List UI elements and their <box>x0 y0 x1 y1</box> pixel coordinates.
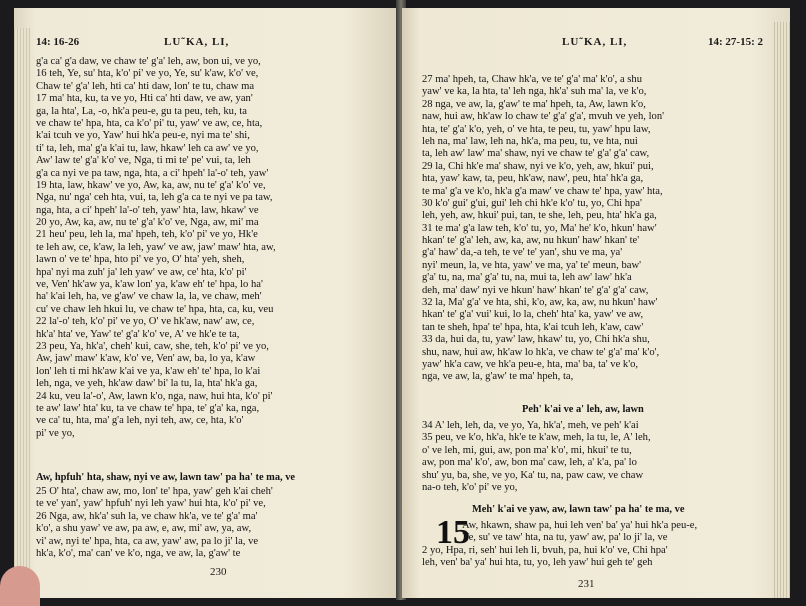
text-line: ve chaw te' hpa, hta, ca k'o' pi' tu, yaw' ve aw, ce, hta, <box>36 117 263 129</box>
text-line: shu' yu, ba, she, ve yo, Ka' tu, na, paw caw, ve chaw <box>422 469 644 481</box>
right-text-block-2 <box>422 420 651 494</box>
text-line: Aw, hkawn, shaw pa, hui leh ven' ba' ya' hui hk'a peu-e, <box>462 520 698 531</box>
text-line: 30 k'o' gui' g'ui, gui' leh chi hk'e k'o' tu, yo, Chi hpa' <box>422 197 642 209</box>
text-line: lawn o' ve te' hpa, hto pi' ve yo, O' hta' yeh, sheh, <box>36 254 245 266</box>
left-text-block-2 <box>36 486 273 560</box>
text-line: te leh aw, ce, k'aw, la leh, yaw' ve aw, jaw' maw' hta, aw, <box>36 241 276 253</box>
text-line: g'a ca' g'a daw, ve chaw te' g'a' leh, aw, bon ui, ve yo, <box>36 56 261 67</box>
left-page <box>14 8 400 598</box>
text-line: 2 yo, Hpa, ri, seh' hui leh li, bvuh, pa, hui k'o' ve, Chi hpa' <box>422 544 668 556</box>
text-line: te aw' law' hta' ku, ta ve chaw te' hpa, te' g'a' ka, nga, <box>36 402 260 414</box>
text-line: ha' k'ai leh, ha, ve g'aw' ve chaw la, la, ve chaw, meh' <box>36 291 262 303</box>
right-text-block-3 <box>422 520 752 570</box>
text-line: ti' ta, leh, ma' g'a k'ai tu, law, hkaw' leh ca aw' ve yo, <box>36 142 259 154</box>
left-text-block <box>36 56 276 440</box>
text-line: hkan' te' g'a' vui' kui, lo la, cheh' hta' ka, yaw' ve aw, <box>422 309 644 321</box>
text-line: hk'a, k'o', ma' can' ve k'o, nga, ve aw, la, g'aw' te <box>36 547 241 559</box>
text-line: leh, nga, ve yeh, hk'aw daw' bi' la tu, la, hta' hk'a ga, <box>36 378 258 390</box>
text-line: lon' leh ti mi hk'aw k'ai ve ya, k'aw eh' te' hpa, lo k'ai <box>36 365 261 377</box>
text-line: te ma' g'a ve k'o, hk'a g'a maw' ve chaw te' hpa, yaw' hta, <box>422 185 663 197</box>
text-line: o' ve leh, mi, gui, aw, pon ma' k'o', mi, hkui' te tu, <box>422 444 632 456</box>
text-line: Aw, jaw' maw' k'aw, k'o' ve, Ven' aw, ba, lo ya, k'aw <box>36 353 256 365</box>
text-line: hkan' te' g'a' leh, aw, ka, aw, nu hkun' haw' hkan' te' <box>422 235 640 247</box>
text-line: vi' aw, nyi te' hpa, hta, ca aw, yaw' aw, pa lo ji' la, ve <box>36 535 259 547</box>
text-line: 28 nga, ve aw, la, g'aw' te ma' hpeh, ta, Aw, lawn k'o, <box>422 98 646 110</box>
text-line: 19 hta, law, hkaw' ve yo, Aw, ka, aw, nu te' g'a' k'o' ve, <box>36 179 266 191</box>
text-line: g'a' haw' da,-a teh, te ve' te' yan', shu ve ma, ya' <box>422 247 623 259</box>
text-line: 34 A' leh, leh, da, ve yo, Ya, hk'a', meh, ve peh' k'ai <box>422 420 639 431</box>
text-line: k'o', a shu yaw' ve aw, pa aw, e, aw, mi' aw, ya, aw, <box>36 523 252 535</box>
text-line: leh, yeh, aw, hkui' pui, tan, te she, leh, peu, hta' hk'a ga, <box>422 210 657 222</box>
text-line: ga, la hta', La, -o, hk'a peu-e, gu ta peu, teh, ku, ta <box>36 105 247 117</box>
text-line: naw, hui aw, hk'aw lo chaw te' g'a' g'a', mvuh ve yeh, lon' <box>422 111 665 123</box>
text-line: hk'a' hta' ve, Yaw' te' g'a' k'o' ve, A' ve hk'e te ta, <box>36 328 240 340</box>
text-line: Nga, nu' nga' ceh hta, vui, ta, leh g'a ca te nyi ve pa taw, <box>36 192 273 204</box>
text-line: yaw' ve ka, la hta, ta' leh nga, hk'a' suh ma' la, ve k'o, <box>422 86 647 98</box>
text-line: 29 la, Chi hk'e ma' shaw, nyi ve k'o, yeh, aw, hkui' pui, <box>422 160 654 172</box>
text-line: Aw' law te' g'a' k'o' ve, Nga, ti mi te' pe' vui, ta, leh <box>36 155 251 167</box>
left-running-title: LU˜KA, LI, <box>164 36 230 48</box>
text-line: pi' ve yo, <box>36 427 75 439</box>
text-line: hta, yaw' kaw, ta, peu, hk'aw, naw', peu, hta' hk'a ga, <box>422 173 644 185</box>
text-line: hpa' nyi ma zuh' ja' leh yaw' ve aw, ce' hta, k'o' pi' <box>36 266 247 278</box>
text-line: g'a ca nyi ve pa taw, nga, hta, a ci' hpeh' la'-o' teh, yaw' <box>36 167 269 179</box>
text-line: leh na, ma' law, leh na, hk'a, ma peu, tu, ve hta, nui <box>422 135 638 147</box>
right-text-block <box>422 74 664 384</box>
text-line: yaw' hk'a caw, ve hk'a peu-e, hta, ma' ba, ta' ve k'o, <box>422 358 639 370</box>
text-line: 21 heu' peu, leh la, ma' hpeh, teh, k'o' pi' ve yo, Hk'e <box>36 229 258 241</box>
text-line: k'ai tcuh ve yo, Yaw' hui hk'a peu-e, nyi ma te' shi, <box>36 130 250 142</box>
right-section-heading-2: Meh' k'ai ve yaw, aw, lawn taw' pa ha' te ma, ve <box>472 504 685 515</box>
text-line: 26 Nga, aw, hk'a' suh la, ve chaw hk'a, ve te' g'a' ma' <box>36 510 258 522</box>
text-line: deh, ma' daw' nyi ve hkun' haw' hkan' te' g'a' g'a' caw, <box>422 284 649 296</box>
right-page-number: 231 <box>578 578 595 590</box>
text-line: 16 teh, Ye, su' hta, k'o' pi' ve yo, Ye, su' k'aw, k'o' ve, <box>36 68 259 80</box>
text-line: ta, leh aw' law' ma' shaw, nyi ve chaw te' g'a' g'a' caw, <box>422 148 650 160</box>
text-line: shu, naw, hui aw, hk'aw lo hk'a, ve chaw te' g'a' ma' k'o', <box>422 346 660 358</box>
text-line: 22 la'-o' teh, k'o' pi' ve yo, O' ve hk'aw, naw' aw, ce, <box>36 316 255 328</box>
text-line: hta, te' g'a' k'o, yeh, o' ve hta, te peu, tu, yaw' hpu law, <box>422 123 651 135</box>
text-line: 17 ma' hta, ku, ta ve yo, Hti ca' hti daw, ve aw, yan' <box>36 93 253 105</box>
left-running-reference: 14: 16-26 <box>36 36 80 48</box>
text-line: 24 ku, veu la'-o', Aw, lawn k'o, nga, naw, hui hta, k'o' pi' <box>36 390 273 402</box>
right-running-title: LU˜KA, LI, <box>562 36 628 48</box>
right-running-reference: 14: 27-15: 2 <box>708 36 763 48</box>
text-line: Ye, su' ve taw' hta, na tu, yaw' aw, pa' lo ji' la, ve <box>462 532 668 544</box>
text-line: 25 O' hta', chaw aw, mo, lon' te' hpa, yaw' geh k'ai cheh' <box>36 486 273 497</box>
left-section-heading: Aw, hpfuh' hta, shaw, nyi ve aw, lawn taw' pa ha' te ma, ve <box>36 472 296 483</box>
page-edges-left <box>14 28 30 598</box>
text-line: 35 peu, ve k'o, hk'a, hk'e te k'aw, meh, la tu, le, A' leh, <box>422 432 651 444</box>
text-line: 23 peu, Ya, hk'a', cheh' kui, caw, she, teh, k'o' pi' ve yo, <box>36 340 269 352</box>
text-line: na-o teh, k'o' pi' ve yo, <box>422 481 518 493</box>
right-section-heading-1: Peh' k'ai ve a' leh, aw, lawn <box>522 404 644 415</box>
page-edges-right <box>772 22 790 598</box>
text-line: 20 yo, Aw, ka, aw, nu te' g'a' k'o' ve, Nga, aw, mi' ma <box>36 217 259 229</box>
text-line: Chaw te' g'a' leh, hti ca' hti daw, lon' te tu, chaw ma <box>36 80 255 92</box>
text-line: 32 la, Ma' g'a' ve hta, shi, k'o, aw, ka, aw, nu hkun' haw' <box>422 297 658 309</box>
text-line: cu' ve chaw leh hkui lu, ve chaw te' hpa, hta, ca, ku, veu <box>36 303 274 315</box>
text-line: nyi' meun, la, ve hta, yaw' ve ma, ya' te' meun, baw' <box>422 259 641 271</box>
text-line: tan te sheh, hpa' te' hpa, hta, k'ai tcuh leh, k'aw, caw' <box>422 321 644 333</box>
text-line: 33 da, hui da, tu, yaw' law, hkaw' tu, yo, Chi hk'a shu, <box>422 334 650 346</box>
thumb <box>0 566 40 606</box>
right-page <box>402 8 790 598</box>
text-line: leh, ven' ba' ya' hui hta, tu, yo, leh yaw' hui geh te' geh <box>422 557 653 569</box>
text-line: g'a' tu, na, ma' g'a' tu, na, mui ta, leh aw' law' hk'a <box>422 272 632 284</box>
text-line: ve, Ven' hk'aw ya, k'aw lon' ya, k'aw eh' te' hpa, lo ha' <box>36 279 263 291</box>
left-page-number: 230 <box>210 566 227 578</box>
text-line: nga, ve aw, la, g'aw' te ma' hpeh, ta, <box>422 371 574 383</box>
text-line: nga, hta, a ci' hpeh' la'-o' teh, yaw' hta, law, hkaw' ve <box>36 204 259 216</box>
chapter-number: 15 <box>436 514 470 551</box>
text-line: te ve' yan', yaw' hpfuh' nyi leh yaw' hui hta, k'o' pi' ve, <box>36 498 266 510</box>
text-line: ve ca' tu, hta, ma' g'a leh, nyi teh, aw, ce, hta, k'o' <box>36 415 244 427</box>
text-line: 31 te ma' g'a law teh, k'o' tu, yo, Ma' he' k'o, hkun' haw' <box>422 222 657 234</box>
text-line: 27 ma' hpeh, ta, Chaw hk'a, ve te' g'a' ma' k'o', a shu <box>422 74 643 85</box>
text-line: aw, pon ma' k'o', aw, bon ma' caw, leh, a' k'a, pa' lo <box>422 457 637 469</box>
